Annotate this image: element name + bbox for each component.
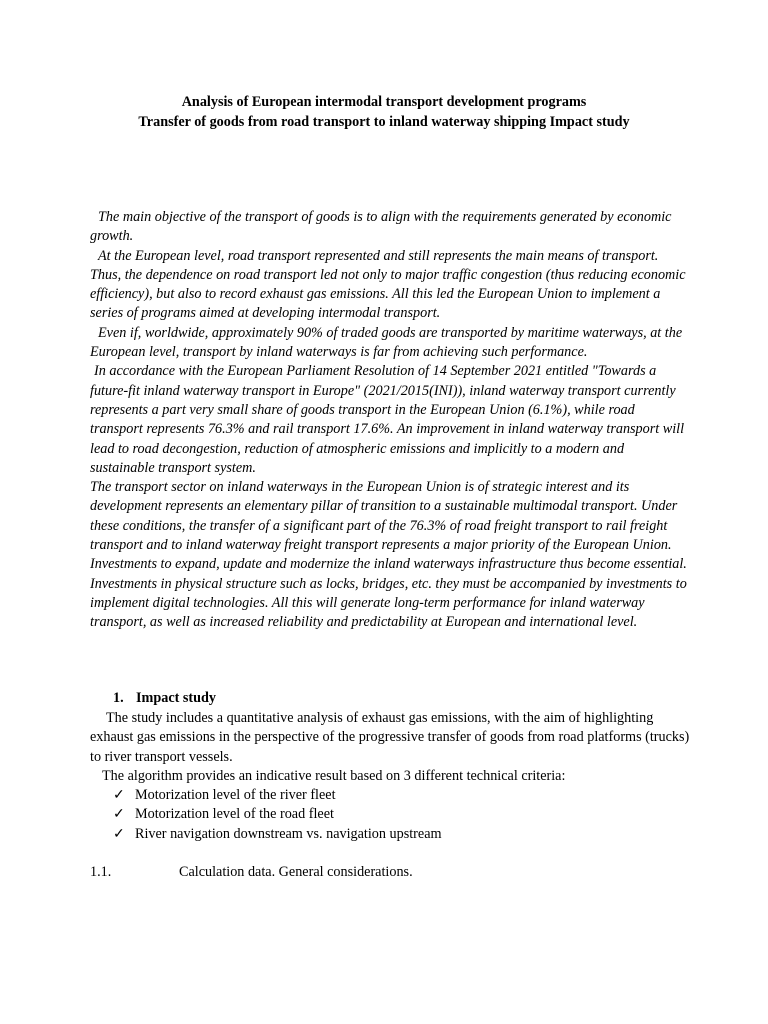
section-body xyxy=(90,709,690,786)
criteria-list xyxy=(113,786,442,844)
criteria-text: Motorization level of the river fleet xyxy=(135,787,336,803)
abstract-section xyxy=(90,208,690,633)
abstract-paragraph-4: In accordance with the European Parliament Resolution of 14 September 2021 entitled "Towards a future-fit inland waterway transport in Europe" (2021/2015(INI)), inland waterway transport currently represents a part very small share of goods transport in the European Union (6.1%), while road transport represents 76.3% and rail transport 17.6%. An improvement in inland waterway transport will lead to road decongestion, reduction of atmospheric emissions and implicitly to a modern and sustainable transport system. xyxy=(90,363,685,476)
section-title: Impact study xyxy=(136,690,217,706)
section-heading-impact-study xyxy=(113,689,216,708)
section-paragraph-1: The study includes a quantitative analysis of exhaust gas emissions, with the aim of highlighting exhaust gas emissions in the perspective of the progressive transfer of goods from road platforms (trucks) to river transport vessels. xyxy=(90,710,690,765)
section-number: 1. xyxy=(113,690,124,706)
list-item xyxy=(113,825,442,844)
abstract-paragraph-2: At the European level, road transport represented and still represents the main means of transport. Thus, the dependence on road transport led not only to major traffic congestion (thus reducing economic efficiency), but also to record exhaust gas emissions. All this led the European Union to implement a series of programs aimed at developing intermodal transport. xyxy=(90,247,686,322)
checkmark-icon: ✓ xyxy=(113,825,125,842)
criteria-text: Motorization level of the road fleet xyxy=(135,806,334,823)
criteria-text: River navigation downstream vs. navigation upstream xyxy=(135,825,442,842)
subsection-title: Calculation data. General considerations. xyxy=(179,864,413,880)
title-line-2: Transfer of goods from road transport to inland waterway shipping Impact study xyxy=(138,113,630,130)
abstract-paragraph-5: The transport sector on inland waterways in the European Union is of strategic interest and its development represents an elementary pillar of transition to a sustainable multimodal transport. Under these conditions, the transfer of a significant part of the 76.3% of road freight transport to rail freight transport and to inland waterway freight transport represents a major priority of the European Union. Investments to expand, update and modernize the inland waterways infrastructure thus become essential. Investments in physical structure such as locks, bridges, etc. they must be accompanied by investments to implement digital technologies. All this will generate long-term performance for inland waterway transport, as well as increased reliability and predictability at European and international level. xyxy=(90,479,687,631)
subsection-number: 1.1. xyxy=(90,864,112,880)
list-item xyxy=(113,786,442,805)
document-title xyxy=(0,93,768,132)
checkmark-icon: ✓ xyxy=(113,787,125,803)
subsection-heading xyxy=(90,863,413,882)
section-paragraph-2: The algorithm provides an indicative result based on 3 different technical criteria: xyxy=(102,767,566,784)
abstract-paragraph-1: The main objective of the transport of goods is to align with the requirements generated by economic growth. xyxy=(90,209,672,245)
abstract-paragraph-3: Even if, worldwide, approximately 90% of traded goods are transported by maritime waterways, at the European level, transport by inland waterways is far from achieving such performance. xyxy=(90,324,683,361)
title-line-1: Analysis of European intermodal transport development programs xyxy=(181,94,587,110)
checkmark-icon: ✓ xyxy=(113,806,125,823)
list-item xyxy=(113,805,442,824)
